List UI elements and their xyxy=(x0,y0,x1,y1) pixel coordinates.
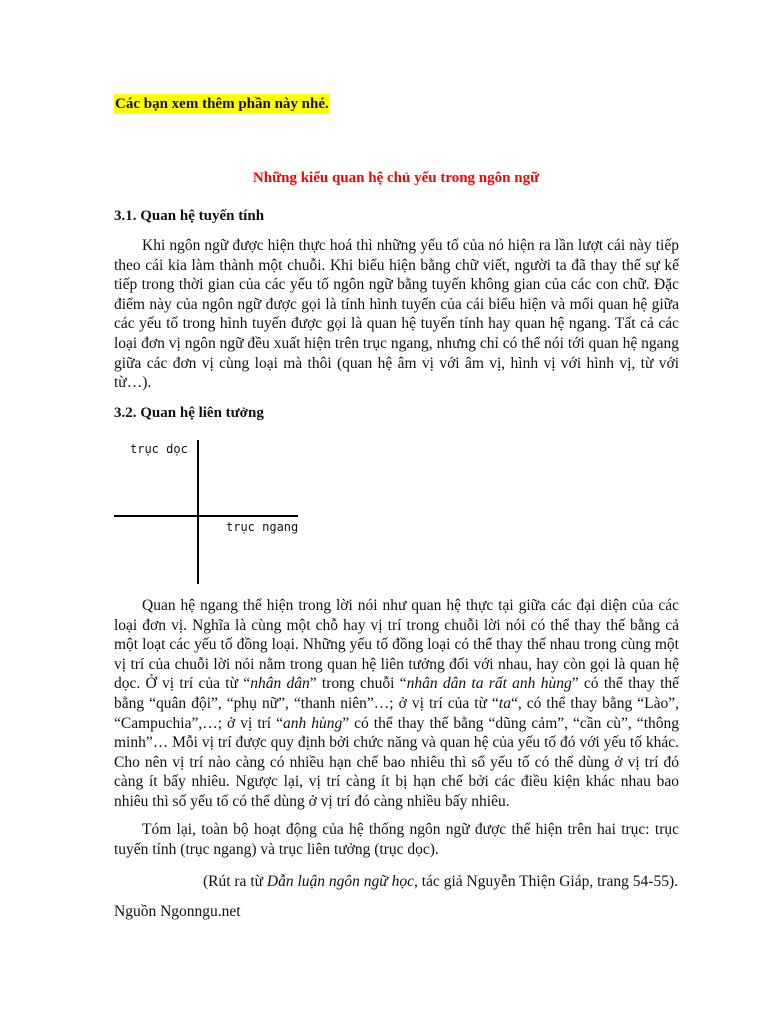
citation-book-title: Dẫn luận ngôn ngữ học xyxy=(266,873,414,890)
italic-term: anh hùng xyxy=(283,714,343,732)
paragraph-text: Khi ngôn ngữ được hiện thực hoá thì những yếu tố của nó hiện ra lần lượt cái này tiếp theo cái kia làm thành một chuỗi. Khi biểu hiện bằng chữ viết, người ta đã thay thế sự kế tiếp trong thời gian của các yếu tố ngôn ngữ bằng tuyến không gian của các con chữ. Đặc điểm này của ngôn ngữ được gọi là tính hình tuyến của cái biểu hiện và mối quan hệ giữa các yếu tố trong hình tuyến được gọi là quan hệ tuyến tính hay quan hệ ngang. Tất cả các loại đơn vị ngôn ngữ đều xuất hiện trên trục ngang, nhưng chỉ có thể nói tới quan hệ ngang giữa các đơn vị cùng loại mà thôi (quan hệ âm vị với âm vị, hình vị với hình vị, từ với từ…). xyxy=(114,237,679,392)
citation-text: (Rút ra từ xyxy=(202,873,267,890)
paragraph-summary: Tóm lại, toàn bộ hoạt động của hệ thống ngôn ngữ được thể hiện trên hai trục: trục tuyến tính (trục ngang) và trục liên tưởng (trục dọc). xyxy=(114,821,679,858)
paragraph-linear-relation xyxy=(114,236,679,393)
text-run: ” có thể thay thế bằng “quân đội”, “phụ nữ”, “thanh niên”…; ở vị trí của từ “ xyxy=(114,675,680,712)
italic-term: nhân dân xyxy=(250,675,310,693)
italic-term: ta xyxy=(498,694,511,712)
citation-text: , tác giả Nguyễn Thiện Giáp, trang 54-55). xyxy=(414,873,678,890)
highlighted-note: Các bạn xem thêm phần này nhé. xyxy=(115,96,329,112)
citation xyxy=(114,872,678,892)
italic-term: nhân dân ta rất anh hùng xyxy=(406,675,572,693)
source-line: Nguồn Ngonngu.net xyxy=(114,903,241,920)
text-run: “, có thể thay bằng “Lào”, “Campuchia”,…; ở vị trí “ xyxy=(114,694,680,732)
section-heading: Những kiểu quan hệ chủ yếu trong ngôn ngữ xyxy=(252,170,540,186)
axis-diagram xyxy=(112,432,312,592)
subheading-linear-relation: 3.1. Quan hệ tuyến tính xyxy=(114,208,265,224)
text-run: ” trong chuỗi “ xyxy=(309,675,407,693)
subheading-associative-relation: 3.2. Quan hệ liên tưởng xyxy=(114,405,264,421)
text-run: Quan hệ ngang thể hiện trong lời nói như quan hệ thực tại giữa các đại diện của các loại đơn vị. Nghĩa là cùng một chỗ hay vị trí trong chuỗi lời nói có thể thay thế bằng cả một loạt các yếu tố đồng loại. Những yếu tố đồng loại có thể thay thế nhau trong cùng một vị trí của chuỗi lời nói nằm trong quan hệ liên tưởng đối với nhau, hay còn gọi là quan hệ dọc. Ở vị trí của từ “ xyxy=(114,597,679,693)
paragraph-associative-relation xyxy=(114,596,679,812)
text-run: ” có thể thay thế bằng “dũng cảm”, “cần cù”, “thông minh”… Mỗi vị trí được quy định bởi chức năng và quan hệ của yếu tố đó với yếu tố khác. Cho nên vị trí nào càng có nhiều hạn chế bao nhiêu thì số yếu tố có thể dùng ở vị trí đó càng ít bấy nhiêu. Ngược lại, vị trí càng ít bị hạn chế bởi các điều kiện khác nhau bao nhiêu thì số yếu tố có thể dùng ở vị trí đó càng nhiều bấy nhiêu. xyxy=(114,714,679,810)
horizontal-axis-label: trục ngang xyxy=(226,520,299,534)
vertical-axis-label: trục dọc xyxy=(130,442,188,456)
